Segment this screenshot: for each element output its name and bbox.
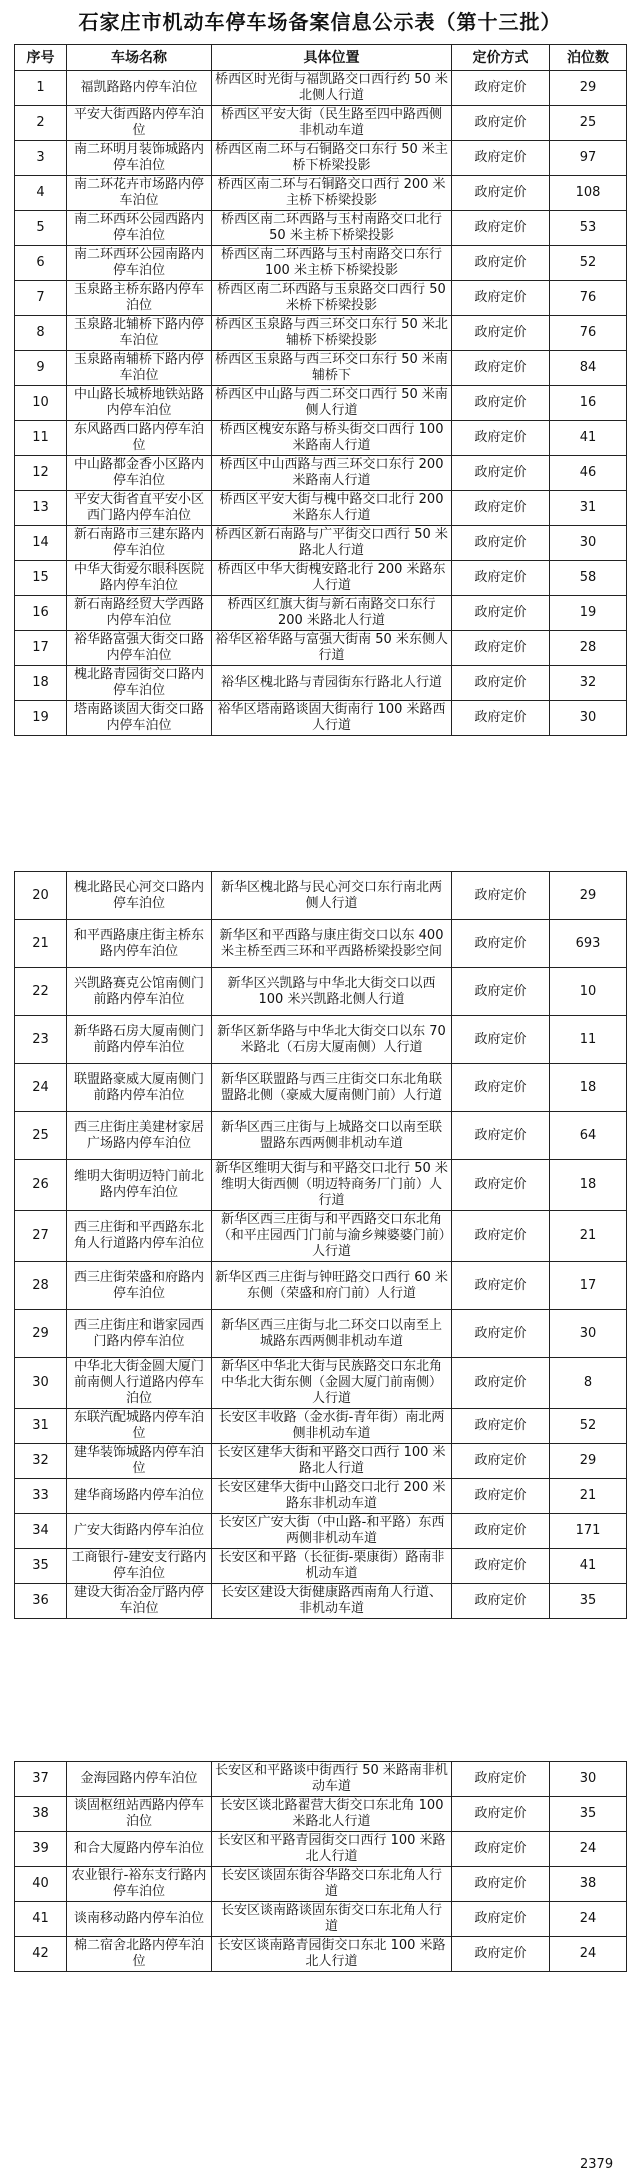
cell-no: 14 (15, 526, 67, 561)
table-row (15, 526, 627, 561)
cell-spaces: 18 (550, 1064, 627, 1112)
cell-no: 16 (15, 596, 67, 631)
cell-pricing: 政府定价 (452, 1112, 550, 1160)
cell-name: 平安大街西路内停车泊位 (67, 106, 212, 141)
cell-pricing: 政府定价 (452, 1902, 550, 1937)
cell-location: 新华区西三庄街与上城路交口以南至联盟路东西两侧非机动车道 (212, 1112, 452, 1160)
cell-no: 20 (15, 872, 67, 920)
cell-spaces: 108 (550, 176, 627, 211)
cell-no: 31 (15, 1409, 67, 1444)
cell-location: 新华区兴凯路与中华北大街交口以西 100 米兴凯路北侧人行道 (212, 968, 452, 1016)
table-row (15, 316, 627, 351)
cell-location: 桥西区中山西路与西三环交口东行 200 米路南人行道 (212, 456, 452, 491)
cell-name: 玉泉路南辅桥下路内停车泊位 (67, 351, 212, 386)
cell-name: 工商银行-建安支行路内停车泊位 (67, 1549, 212, 1584)
cell-pricing: 政府定价 (452, 1584, 550, 1619)
cell-spaces: 31 (550, 491, 627, 526)
cell-pricing: 政府定价 (452, 1358, 550, 1409)
cell-no: 40 (15, 1867, 67, 1902)
cell-no: 23 (15, 1016, 67, 1064)
cell-name: 玉泉路北辅桥下路内停车泊位 (67, 316, 212, 351)
cell-spaces: 18 (550, 1160, 627, 1211)
cell-location: 新华区西三庄街与和平西路交口东北角（和平庄园西门门前与渝乡辣婆婆门前）人行道 (212, 1211, 452, 1262)
page-title: 石家庄市机动车停车场备案信息公示表（第十三批） (78, 10, 562, 34)
table-row (15, 1016, 627, 1064)
cell-spaces: 24 (550, 1937, 627, 1972)
cell-no: 41 (15, 1902, 67, 1937)
table-row (15, 561, 627, 596)
cell-spaces: 24 (550, 1832, 627, 1867)
table-row (15, 1762, 627, 1797)
cell-pricing: 政府定价 (452, 491, 550, 526)
cell-name: 联盟路豪威大厦南侧门前路内停车泊位 (67, 1064, 212, 1112)
cell-location: 桥西区槐安东路与桥头街交口西行 100 米路南人行道 (212, 421, 452, 456)
cell-location: 新华区西三庄街与钟旺路交口西行 60 米东侧（荣盛和府门前）人行道 (212, 1262, 452, 1310)
cell-spaces: 10 (550, 968, 627, 1016)
cell-no: 7 (15, 281, 67, 316)
cell-no: 21 (15, 920, 67, 968)
cell-no: 19 (15, 701, 67, 736)
cell-pricing: 政府定价 (452, 246, 550, 281)
cell-location: 长安区谈固东街谷华路交口东北角人行道 (212, 1867, 452, 1902)
table-row (15, 1832, 627, 1867)
page-number: 2379 (580, 2157, 614, 2172)
cell-no: 3 (15, 141, 67, 176)
table-row (15, 386, 627, 421)
table-row (15, 1797, 627, 1832)
cell-location: 长安区丰收路（金水街-青年街）南北两侧非机动车道 (212, 1409, 452, 1444)
cell-name: 东联汽配城路内停车泊位 (67, 1409, 212, 1444)
cell-name: 金海园路内停车泊位 (67, 1762, 212, 1797)
table-row (15, 1514, 627, 1549)
cell-spaces: 35 (550, 1584, 627, 1619)
cell-name: 建华商场路内停车泊位 (67, 1479, 212, 1514)
cell-name: 兴凯路赛克公馆南侧门前路内停车泊位 (67, 968, 212, 1016)
cell-pricing: 政府定价 (452, 1514, 550, 1549)
cell-pricing: 政府定价 (452, 968, 550, 1016)
cell-no: 12 (15, 456, 67, 491)
cell-location: 长安区和平路青园街交口西行 100 米路北人行道 (212, 1832, 452, 1867)
cell-name: 南二环西环公园南路内停车泊位 (67, 246, 212, 281)
cell-pricing: 政府定价 (452, 106, 550, 141)
table-row (15, 631, 627, 666)
cell-spaces: 8 (550, 1358, 627, 1409)
cell-pricing: 政府定价 (452, 1409, 550, 1444)
cell-pricing: 政府定价 (452, 1479, 550, 1514)
cell-spaces: 41 (550, 1549, 627, 1584)
table-row (15, 1358, 627, 1409)
cell-location: 桥西区中山路与西二环交口西行 50 米南侧人行道 (212, 386, 452, 421)
cell-pricing: 政府定价 (452, 1832, 550, 1867)
cell-spaces: 24 (550, 1902, 627, 1937)
cell-pricing: 政府定价 (452, 386, 550, 421)
table-row (15, 666, 627, 701)
cell-spaces: 46 (550, 456, 627, 491)
cell-name: 谈南移动路内停车泊位 (67, 1902, 212, 1937)
cell-location: 桥西区新石南路与广平街交口西行 50 米路北人行道 (212, 526, 452, 561)
cell-no: 6 (15, 246, 67, 281)
cell-location: 桥西区平安大街与槐中路交口北行 200 米路东人行道 (212, 491, 452, 526)
cell-location: 长安区建华大街和平路交口西行 100 米路北人行道 (212, 1444, 452, 1479)
cell-name: 和合大厦路内停车泊位 (67, 1832, 212, 1867)
cell-no: 29 (15, 1310, 67, 1358)
cell-location: 桥西区南二环西路与玉村南路交口北行 50 米主桥下桥梁投影 (212, 211, 452, 246)
cell-location: 新华区中华北大街与民族路交口东北角中华北大街东侧（金圆大厦门前南侧）人行道 (212, 1358, 452, 1409)
cell-pricing: 政府定价 (452, 561, 550, 596)
cell-name: 西三庄街庄美建材家居广场路内停车泊位 (67, 1112, 212, 1160)
cell-spaces: 11 (550, 1016, 627, 1064)
cell-no: 25 (15, 1112, 67, 1160)
cell-spaces: 41 (550, 421, 627, 456)
cell-no: 28 (15, 1262, 67, 1310)
cell-spaces: 53 (550, 211, 627, 246)
cell-pricing: 政府定价 (452, 1444, 550, 1479)
records-table-part-1 (14, 44, 627, 736)
cell-no: 15 (15, 561, 67, 596)
cell-name: 建华装饰城路内停车泊位 (67, 1444, 212, 1479)
cell-name: 南二环明月装饰城路内停车泊位 (67, 141, 212, 176)
cell-pricing: 政府定价 (452, 920, 550, 968)
header-pricing: 定价方式 (452, 45, 550, 71)
cell-location: 新华区联盟路与西三庄街交口东北角联盟路北侧（豪威大厦南侧门前）人行道 (212, 1064, 452, 1112)
table-row (15, 1064, 627, 1112)
cell-name: 中华北大街金圆大厦门前南侧人行道路内停车泊位 (67, 1358, 212, 1409)
cell-pricing: 政府定价 (452, 1310, 550, 1358)
cell-no: 9 (15, 351, 67, 386)
cell-no: 34 (15, 1514, 67, 1549)
cell-pricing: 政府定价 (452, 1762, 550, 1797)
cell-pricing: 政府定价 (452, 1262, 550, 1310)
cell-no: 24 (15, 1064, 67, 1112)
header-no: 序号 (15, 45, 67, 71)
cell-name: 建设大街冶金厅路内停车泊位 (67, 1584, 212, 1619)
table-row (15, 1549, 627, 1584)
cell-no: 5 (15, 211, 67, 246)
cell-pricing: 政府定价 (452, 351, 550, 386)
header-location: 具体位置 (212, 45, 452, 71)
cell-spaces: 29 (550, 71, 627, 106)
cell-spaces: 52 (550, 1409, 627, 1444)
cell-no: 33 (15, 1479, 67, 1514)
table-header-row (15, 45, 627, 71)
cell-name: 中山路长城桥地铁站路内停车泊位 (67, 386, 212, 421)
cell-pricing: 政府定价 (452, 1937, 550, 1972)
cell-pricing: 政府定价 (452, 596, 550, 631)
cell-spaces: 19 (550, 596, 627, 631)
cell-name: 新石南路市三建东路内停车泊位 (67, 526, 212, 561)
table-row (15, 456, 627, 491)
table-row (15, 1584, 627, 1619)
cell-location: 桥西区平安大街（民生路至四中路西侧非机动车道 (212, 106, 452, 141)
cell-location: 桥西区玉泉路与西三环交口东行 50 米北辅桥下桥梁投影 (212, 316, 452, 351)
cell-location: 长安区建华大街中山路交口北行 200 米路东非机动车道 (212, 1479, 452, 1514)
cell-name: 和平西路康庄街主桥东路内停车泊位 (67, 920, 212, 968)
cell-name: 玉泉路主桥东路内停车泊位 (67, 281, 212, 316)
cell-pricing: 政府定价 (452, 211, 550, 246)
cell-pricing: 政府定价 (452, 1016, 550, 1064)
cell-location: 长安区谈南路谈固东街交口东北角人行道 (212, 1902, 452, 1937)
cell-no: 35 (15, 1549, 67, 1584)
cell-name: 新石南路经贸大学西路内停车泊位 (67, 596, 212, 631)
cell-pricing: 政府定价 (452, 281, 550, 316)
cell-location: 长安区和平路（长征街-栗康街）路南非机动车道 (212, 1549, 452, 1584)
cell-no: 4 (15, 176, 67, 211)
cell-name: 中山路都金香小区路内停车泊位 (67, 456, 212, 491)
cell-name: 东风路西口路内停车泊位 (67, 421, 212, 456)
cell-name: 维明大街明迈特门前北路内停车泊位 (67, 1160, 212, 1211)
cell-location: 桥西区南二环与石铜路交口东行 50 米主桥下桥梁投影 (212, 141, 452, 176)
cell-name: 塔南路谈固大街交口路内停车泊位 (67, 701, 212, 736)
cell-pricing: 政府定价 (452, 421, 550, 456)
header-name: 车场名称 (67, 45, 212, 71)
cell-spaces: 17 (550, 1262, 627, 1310)
cell-pricing: 政府定价 (452, 1867, 550, 1902)
cell-name: 裕华路富强大街交口路内停车泊位 (67, 631, 212, 666)
table-row (15, 1160, 627, 1211)
table-row (15, 246, 627, 281)
cell-location: 长安区广安大街（中山路-和平路）东西两侧非机动车道 (212, 1514, 452, 1549)
cell-pricing: 政府定价 (452, 1064, 550, 1112)
table-row (15, 421, 627, 456)
table-row (15, 1937, 627, 1972)
cell-location: 桥西区南二环与石铜路交口西行 200 米主桥下桥梁投影 (212, 176, 452, 211)
cell-name: 谈固枢纽站西路内停车泊位 (67, 1797, 212, 1832)
cell-spaces: 30 (550, 701, 627, 736)
cell-location: 新华区西三庄街与北二环交口以南至上城路东西两侧非机动车道 (212, 1310, 452, 1358)
cell-spaces: 30 (550, 1762, 627, 1797)
cell-no: 10 (15, 386, 67, 421)
table-row (15, 211, 627, 246)
cell-no: 8 (15, 316, 67, 351)
cell-name: 西三庄街荣盛和府路内停车泊位 (67, 1262, 212, 1310)
table-row (15, 1310, 627, 1358)
cell-location: 长安区谈北路翟营大街交口东北角 100 米路北人行道 (212, 1797, 452, 1832)
cell-location: 桥西区玉泉路与西三环交口东行 50 米南辅桥下 (212, 351, 452, 386)
cell-spaces: 84 (550, 351, 627, 386)
cell-spaces: 29 (550, 1444, 627, 1479)
table-row (15, 1479, 627, 1514)
cell-location: 长安区谈南路青园街交口东北 100 米路北人行道 (212, 1937, 452, 1972)
cell-no: 27 (15, 1211, 67, 1262)
records-table-part-2 (14, 871, 627, 1619)
cell-pricing: 政府定价 (452, 701, 550, 736)
table-row (15, 701, 627, 736)
table-row (15, 1902, 627, 1937)
table-row (15, 491, 627, 526)
table-row (15, 71, 627, 106)
records-table-part-3 (14, 1761, 627, 1972)
cell-spaces: 76 (550, 316, 627, 351)
table-row (15, 1409, 627, 1444)
cell-location: 新华区和平西路与康庄街交口以东 400 米主桥至西三环和平西路桥梁投影空间 (212, 920, 452, 968)
cell-name: 西三庄街庄和谐家园西门路内停车泊位 (67, 1310, 212, 1358)
cell-pricing: 政府定价 (452, 872, 550, 920)
cell-pricing: 政府定价 (452, 526, 550, 561)
cell-spaces: 35 (550, 1797, 627, 1832)
table-row (15, 1867, 627, 1902)
table-row (15, 281, 627, 316)
cell-name: 南二环西环公园西路内停车泊位 (67, 211, 212, 246)
cell-location: 桥西区南二环西路与玉村南路交口东行 100 米主桥下桥梁投影 (212, 246, 452, 281)
cell-spaces: 16 (550, 386, 627, 421)
cell-pricing: 政府定价 (452, 1160, 550, 1211)
table-row (15, 141, 627, 176)
cell-location: 桥西区时光街与福凯路交口西行约 50 米北侧人行道 (212, 71, 452, 106)
cell-spaces: 32 (550, 666, 627, 701)
cell-name: 新华路石房大厦南侧门前路内停车泊位 (67, 1016, 212, 1064)
cell-spaces: 97 (550, 141, 627, 176)
table-row (15, 1262, 627, 1310)
cell-spaces: 58 (550, 561, 627, 596)
cell-pricing: 政府定价 (452, 316, 550, 351)
cell-name: 槐北路民心河交口路内停车泊位 (67, 872, 212, 920)
cell-location: 长安区建设大街健康路西南角人行道、非机动车道 (212, 1584, 452, 1619)
cell-location: 桥西区红旗大街与新石南路交口东行 200 米路北人行道 (212, 596, 452, 631)
cell-spaces: 25 (550, 106, 627, 141)
cell-name: 农业银行-裕东支行路内停车泊位 (67, 1867, 212, 1902)
cell-spaces: 76 (550, 281, 627, 316)
table-row (15, 596, 627, 631)
cell-no: 17 (15, 631, 67, 666)
cell-location: 新华区槐北路与民心河交口东行南北两侧人行道 (212, 872, 452, 920)
cell-no: 1 (15, 71, 67, 106)
cell-no: 38 (15, 1797, 67, 1832)
cell-no: 32 (15, 1444, 67, 1479)
cell-location: 桥西区中华大街槐安路北行 200 米路东人行道 (212, 561, 452, 596)
cell-no: 26 (15, 1160, 67, 1211)
table-row (15, 1112, 627, 1160)
cell-location: 裕华区裕华路与富强大街南 50 米东侧人行道 (212, 631, 452, 666)
table-row (15, 351, 627, 386)
cell-no: 36 (15, 1584, 67, 1619)
table-row (15, 968, 627, 1016)
cell-spaces: 693 (550, 920, 627, 968)
cell-pricing: 政府定价 (452, 1211, 550, 1262)
cell-spaces: 64 (550, 1112, 627, 1160)
cell-no: 30 (15, 1358, 67, 1409)
cell-location: 裕华区槐北路与青园街东行路北人行道 (212, 666, 452, 701)
cell-location: 新华区维明大街与和平路交口北行 50 米维明大街西侧（明迈特商务厂门前）人行道 (212, 1160, 452, 1211)
cell-no: 18 (15, 666, 67, 701)
cell-location: 裕华区塔南路谈固大街南行 100 米路西人行道 (212, 701, 452, 736)
cell-pricing: 政府定价 (452, 141, 550, 176)
cell-no: 2 (15, 106, 67, 141)
cell-location: 长安区和平路谈中街西行 50 米路南非机动车道 (212, 1762, 452, 1797)
cell-pricing: 政府定价 (452, 1549, 550, 1584)
header-spaces: 泊位数 (550, 45, 627, 71)
table-row (15, 1211, 627, 1262)
cell-spaces: 21 (550, 1211, 627, 1262)
cell-pricing: 政府定价 (452, 71, 550, 106)
cell-name: 平安大街省直平安小区西门路内停车泊位 (67, 491, 212, 526)
table-row (15, 1444, 627, 1479)
cell-no: 13 (15, 491, 67, 526)
table-row (15, 920, 627, 968)
cell-name: 南二环花卉市场路内停车泊位 (67, 176, 212, 211)
cell-spaces: 52 (550, 246, 627, 281)
cell-spaces: 29 (550, 872, 627, 920)
cell-no: 11 (15, 421, 67, 456)
cell-spaces: 30 (550, 1310, 627, 1358)
cell-spaces: 30 (550, 526, 627, 561)
cell-location: 新华区新华路与中华北大街交口以东 70 米路北（石房大厦南侧）人行道 (212, 1016, 452, 1064)
cell-pricing: 政府定价 (452, 666, 550, 701)
table-row (15, 872, 627, 920)
cell-name: 西三庄街和平西路东北角人行道路内停车泊位 (67, 1211, 212, 1262)
cell-pricing: 政府定价 (452, 631, 550, 666)
cell-name: 广安大街路内停车泊位 (67, 1514, 212, 1549)
cell-pricing: 政府定价 (452, 456, 550, 491)
table-row (15, 106, 627, 141)
cell-name: 福凯路路内停车泊位 (67, 71, 212, 106)
cell-spaces: 38 (550, 1867, 627, 1902)
cell-spaces: 28 (550, 631, 627, 666)
cell-no: 39 (15, 1832, 67, 1867)
cell-name: 中华大街爱尔眼科医院路内停车泊位 (67, 561, 212, 596)
table-row (15, 176, 627, 211)
cell-pricing: 政府定价 (452, 176, 550, 211)
cell-name: 槐北路青园街交口路内停车泊位 (67, 666, 212, 701)
cell-no: 37 (15, 1762, 67, 1797)
cell-no: 22 (15, 968, 67, 1016)
cell-spaces: 21 (550, 1479, 627, 1514)
cell-name: 棉二宿舍北路内停车泊位 (67, 1937, 212, 1972)
cell-location: 桥西区南二环西路与玉泉路交口西行 50 米桥下桥梁投影 (212, 281, 452, 316)
cell-spaces: 171 (550, 1514, 627, 1549)
cell-no: 42 (15, 1937, 67, 1972)
cell-pricing: 政府定价 (452, 1797, 550, 1832)
